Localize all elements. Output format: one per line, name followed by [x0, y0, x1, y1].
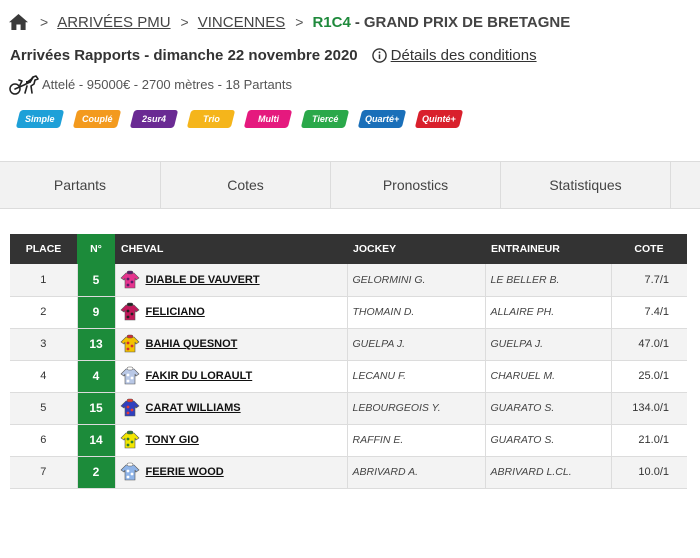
num-cell: 9	[77, 296, 115, 328]
cote-cell: 21.0/1	[611, 424, 687, 456]
header-cote: COTE	[634, 243, 664, 255]
results-header-row	[10, 234, 687, 264]
place-cell: 1	[40, 273, 47, 286]
bet-2sur4[interactable]	[130, 110, 178, 128]
bet-tierce[interactable]	[301, 110, 349, 128]
horse-link[interactable]: DIABLE DE VAUVERT	[145, 273, 260, 286]
details-conditions-link[interactable]	[372, 47, 537, 64]
num-cell: 14	[77, 424, 115, 456]
place-cell: 2	[40, 306, 47, 318]
results-body	[10, 264, 687, 488]
race-info	[8, 73, 292, 95]
jockey-jacket-icon	[120, 366, 140, 386]
page-title: Arrivées Rapports - dimanche 22 novembre 2020	[10, 46, 358, 64]
bet-label: Couplé	[81, 114, 113, 124]
bet-trio[interactable]	[187, 110, 235, 128]
horse-cell	[115, 360, 347, 392]
place-cell: 6	[40, 434, 47, 446]
horse-cell	[115, 264, 347, 296]
cote-cell: 7.4/1	[611, 296, 687, 328]
place-cell: 3	[40, 338, 47, 350]
page-subtitle	[10, 44, 537, 66]
race-info-text: Attelé - 95000€ - 2700 mètres - 18 Partants	[42, 76, 293, 92]
bet-label: 2sur4	[141, 114, 167, 124]
header-trainer: ENTRAINEUR	[491, 243, 560, 255]
num-cell: 4	[77, 360, 115, 392]
jockey-cell: THOMAIN D.	[347, 296, 485, 328]
race-tabs	[0, 161, 700, 209]
jockey-jacket-icon	[120, 270, 140, 290]
bet-multi[interactable]	[244, 110, 292, 128]
num-cell: 13	[77, 328, 115, 360]
bet-label: Tiercé	[311, 114, 339, 124]
jockey-jacket-icon	[120, 302, 140, 322]
breadcrumb-link-hippodrome[interactable]: VINCENNES	[197, 13, 286, 31]
horse-link[interactable]: BAHIA QUESNOT	[145, 338, 238, 350]
bet-label: Trio	[202, 114, 220, 124]
trainer-cell: ABRIVARD L.CL.	[485, 456, 611, 488]
header-horse: CHEVAL	[121, 243, 164, 255]
trainer-cell: GUELPA J.	[485, 328, 611, 360]
place-cell: 4	[40, 370, 47, 382]
num-cell: 5	[77, 264, 115, 296]
race-name: GRAND PRIX DE BRETAGNE	[363, 13, 571, 31]
table-row	[10, 360, 687, 392]
table-row	[10, 296, 687, 328]
bet-label: Simple	[25, 114, 55, 124]
breadcrumb-link-arrivees[interactable]: ARRIVÉES PMU	[57, 13, 171, 31]
header-place: PLACE	[25, 243, 62, 255]
bet-label: Multi	[257, 114, 279, 124]
horse-cell	[115, 392, 347, 424]
results-table	[10, 234, 687, 489]
race-name-separator: -	[354, 13, 360, 31]
place-cell: 5	[40, 402, 47, 414]
breadcrumb-separator: >	[295, 14, 304, 30]
bet-couple[interactable]	[73, 110, 121, 128]
info-icon	[372, 48, 387, 63]
jockey-jacket-icon	[120, 334, 140, 354]
jockey-jacket-icon	[120, 430, 140, 450]
bet-quinte[interactable]	[415, 110, 463, 128]
trainer-cell: CHARUEL M.	[485, 360, 611, 392]
details-conditions-label: Détails des conditions	[390, 46, 537, 64]
jockey-cell: GELORMINI G.	[347, 264, 485, 296]
cote-cell: 7.7/1	[611, 264, 687, 296]
breadcrumb-separator: >	[180, 14, 189, 30]
horse-link[interactable]: FELICIANO	[145, 306, 205, 318]
bet-label: Quarté+	[364, 114, 400, 124]
trainer-cell: ALLAIRE PH.	[485, 296, 611, 328]
horse-cell	[115, 328, 347, 360]
horse-cell	[115, 456, 347, 488]
jockey-cell: LEBOURGEOIS Y.	[347, 392, 485, 424]
tab-cotes[interactable]: Cotes	[161, 162, 331, 208]
jockey-cell: ABRIVARD A.	[347, 456, 485, 488]
header-num: N°	[77, 234, 115, 264]
table-row	[10, 264, 687, 296]
trainer-cell: GUARATO S.	[485, 424, 611, 456]
trainer-cell: LE BELLER B.	[485, 264, 611, 296]
cote-cell: 25.0/1	[611, 360, 687, 392]
cote-cell: 47.0/1	[611, 328, 687, 360]
horse-link[interactable]: TONY GIO	[145, 434, 199, 446]
jockey-jacket-icon	[120, 462, 140, 482]
cote-cell: 10.0/1	[611, 456, 687, 488]
horse-link[interactable]: FEERIE WOOD	[145, 466, 224, 478]
table-row	[10, 424, 687, 456]
bet-label: Quinté+	[422, 114, 456, 124]
horse-cell	[115, 424, 347, 456]
jockey-cell: LECANU F.	[347, 360, 485, 392]
home-icon[interactable]	[8, 12, 30, 32]
bet-types	[18, 110, 461, 128]
jockey-jacket-icon	[120, 398, 140, 418]
cote-cell: 134.0/1	[611, 392, 687, 424]
bet-simple[interactable]	[16, 110, 64, 128]
horse-link[interactable]: FAKIR DU LORAULT	[145, 370, 253, 382]
jockey-cell: RAFFIN E.	[347, 424, 485, 456]
table-row	[10, 456, 687, 488]
jockey-cell: GUELPA J.	[347, 328, 485, 360]
sulky-horse-icon	[8, 73, 40, 95]
race-code: R1C4	[312, 13, 351, 31]
table-row	[10, 392, 687, 424]
num-cell: 2	[77, 456, 115, 488]
horse-cell	[115, 296, 347, 328]
bet-quarte[interactable]	[358, 110, 406, 128]
horse-link[interactable]: CARAT WILLIAMS	[145, 402, 241, 414]
breadcrumb	[8, 10, 570, 34]
trainer-cell: GUARATO S.	[485, 392, 611, 424]
header-jockey: JOCKEY	[353, 243, 397, 255]
table-row	[10, 328, 687, 360]
tab-partants[interactable]: Partants	[0, 162, 161, 208]
tab-pronostics[interactable]: Pronostics	[331, 162, 501, 208]
num-cell: 15	[77, 392, 115, 424]
place-cell: 7	[40, 466, 47, 478]
tab-statistiques[interactable]: Statistiques	[501, 162, 671, 208]
breadcrumb-separator: >	[40, 14, 49, 30]
